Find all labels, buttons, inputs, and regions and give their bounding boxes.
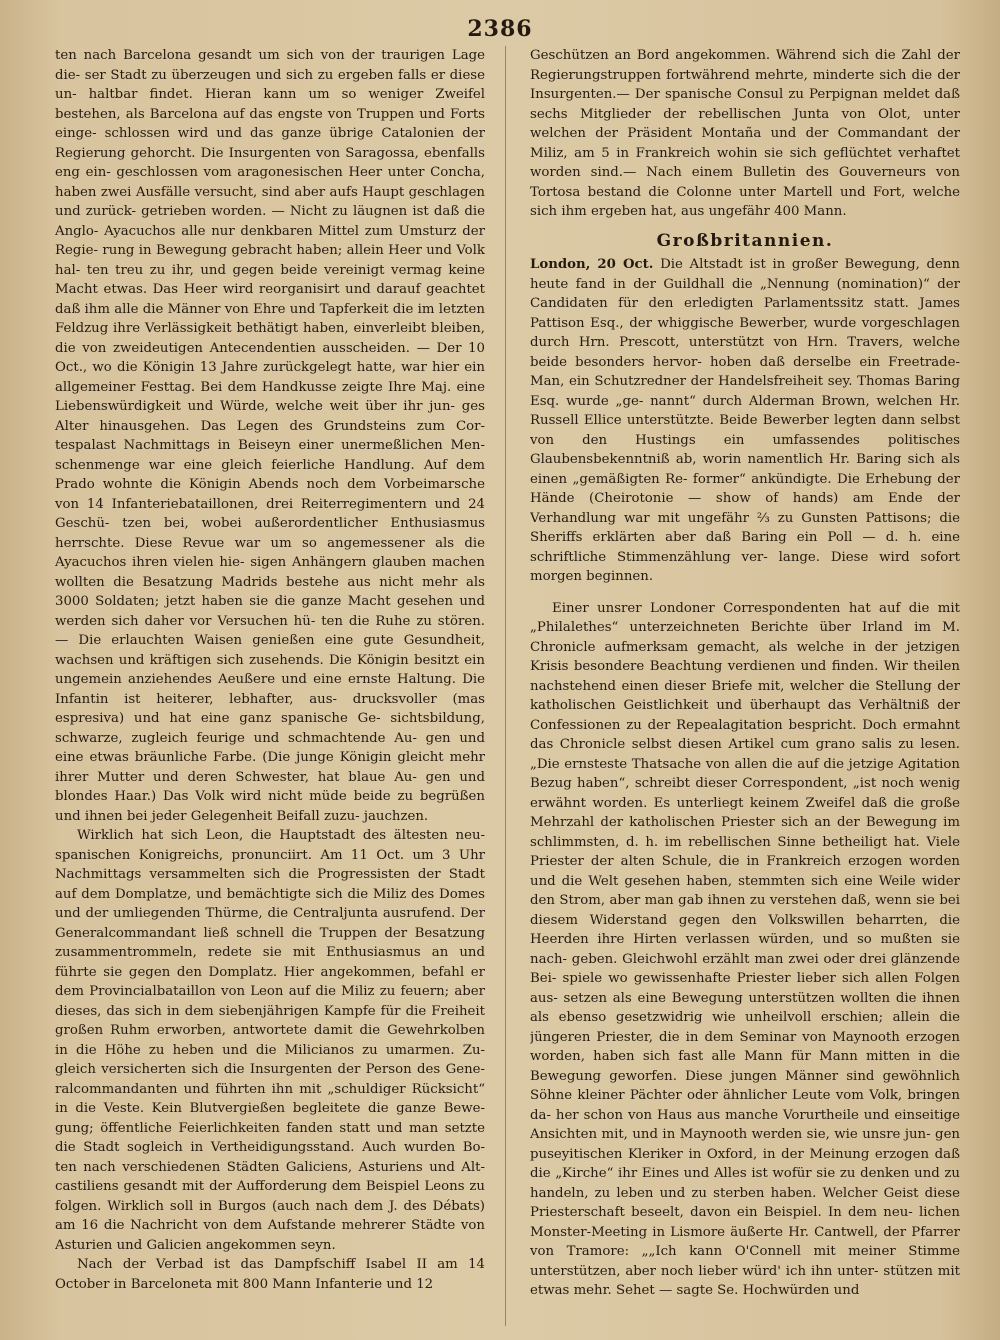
left-paragraph-3: Nach der Verbad ist das Dampfschiff Isabel II am 14 October in Barceloneta mit 800 Mann Infanterie und 12	[55, 1257, 485, 1292]
left-column	[55, 46, 485, 1331]
right-column	[530, 46, 960, 1331]
london-paragraph-1: Die Altstadt ist in großer Bewegung, denn heute fand in der Guildhall die „Nennung (nomination)“ der Candidaten für den erledigten Parlamentssitz statt. James Pattison Esq., der whiggische Bewerber, wurde vorgeschlagen durch Hrn. Prescott, unterstützt von Hrn. Travers, welche beide besonders hervor- hoben daß derselbe ein Freetrade-Man, ein Schutzredner der Handelsfreiheit sey. Thomas Baring Esq. wurde „ge- nannt“ durch Alderman Brown, welchen Hr. Russell Ellice unterstützte. Beide Bewerber legten dann selbst von den Hustings ein umfassendes politisches Glaubensbekenntniß ab, worin namentlich Hr. Baring sich als einen „gemäßigten Re- former“ ankündigte. Die Erhebung der Hände (Cheirotonie — show of hands) am Ende der Verhandlung war mit ungefähr ⅔ zu Gunsten Pattisons; die Sheriffs erklärten aber daß Baring ein Poll — d. h. eine schriftliche Stimmenzählung ver- lange. Diese wird sofort morgen beginnen.	[530, 257, 960, 584]
column-divider	[505, 46, 506, 1326]
correspondent-paragraph: Einer unsrer Londoner Correspondenten hat auf die mit „Philalethes“ unterzeichneten Berichte über Irland im M. Chronicle aufmerksam gemacht, als welche in der jetzigen Krisis besondere Beachtung verdienen und finden. Wir theilen nachstehend einen dieser Briefe mit, welcher die Stellung der katholischen Geistlichkeit und überhaupt das Verhältniß der Confessionen zu der Repealagitation bespricht. Doch ermahnt das Chronicle selbst diesen Artikel cum grano salis zu lesen. „Die ernsteste Thatsache von allen die auf die jetzige Agitation Bezug haben“, schreibt dieser Correspondent, „ist noch wenig erwähnt worden. Es unterliegt keinem Zweifel daß die große Mehrzahl der katholischen Priester sich an der Bewegung im schlimmsten, d. h. im rebellischen Sinne betheiligt hat. Viele Priester der alten Schule, die in Frankreich erzogen worden und die Welt gesehen haben, stemmten sich eine Weile wider den Strom, aber man gab ihnen zu verstehen daß, wenn sie bei diesem Widerstand gegen den Volkswillen beharrten, die Heerden ihre Hirten verlassen würden, und so mußten sie nach- geben. Gleichwohl erzählt man zwei oder drei glänzende Bei- spiele wo gewissenhafte Priester lieber sich allen Folgen aus- setzen als eine Bewegung unterstützen wollten die ihnen als ebenso gesetzwidrig wie unheilvoll erschien; allein die jüngeren Priester, die in dem Seminar von Maynooth erzogen worden, haben sich fast alle Mann für Mann mitten in die Bewegung geworfen. Diese jungen Männer sind gewöhnlich Söhne kleiner Pächter oder ähnlicher Leute vom Volk, bringen da- her schon von Haus aus manche Vorurtheile und einseitige Ansichten mit, und in Maynooth werden sie, wie unsre jun- gen puseyitischen Kleriker in Oxford, in der Meinung erzogen daß die „Kirche“ ihr Eines und Alles ist wofür sie zu denken und zu handeln, zu leben und zu sterben haben. Welcher Geist diese Priesterschaft beseelt, davon ein Beispiel. In dem neu- lichen Monster-Meeting in Lismore äußerte Hr. Cantwell, der Pfarrer von Tramore: „„Ich kann O'Connell mit meiner Stimme unterstützen, aber noch lieber würd' ich ihn unter- stützen mit etwas mehr. Sehet — sagte Se. Hochwürden und	[530, 600, 960, 1298]
left-paragraph-2: Wirklich hat sich Leon, die Hauptstadt des ältesten neu- spanischen Konigreichs, pronunciirt. Am 11 Oct. um 3 Uhr Nachmittags versammelten sich die Progressisten der Stadt auf dem Domplatze, und bemächtigte sich die Miliz des Domes und der umliegenden Thürme, die Centraljunta ausrufend. Der Generalcommandant ließ schnell die Truppen der Besatzung zusammentrommeln, redete sie mit Enthusiasmus an und führte sie gegen den Domplatz. Hier angekommen, befahl er dem Provincialbataillon von Leon auf die Miliz zu feuern; aber dieses, das sich in dem siebenjährigen Kampfe für die Freiheit großen Ruhm erworben, antwortete damit die Gewehrkolben in die Höhe zu heben und die Milicianos zu umarmen. Zu- gleich versicherten sich die Insurgenten der Person des Gene- ralcommandanten und führten ihn mit „schuldiger Rücksicht“ in die Veste. Kein Blutvergießen begleitete die ganze Bewe- gung; öffentliche Feierlichkeiten fanden statt und man setzte die Stadt sogleich in Vertheidigungsstand. Auch wurden Bo- ten nach verschiedenen Städten Galiciens, Asturiens und Alt- castiliens gesandt mit der Aufforderung dem Beispiel Leons zu folgen. Wirklich soll in Burgos (auch nach dem J. des Débats) am 16 die Nachricht von dem Aufstande mehrerer Städte von Asturien und Galicien angekommen seyn.	[55, 828, 485, 1253]
page-number: 2386	[467, 16, 533, 42]
dateline: London, 20 Oct.	[530, 257, 654, 272]
left-paragraph-1: ten nach Barcelona gesandt um sich von der traurigen Lage die- ser Stadt zu überzeugen und sich zu ergeben falls er diese un- haltbar findet. Hieran kann um so weniger Zweifel bestehen, als Barcelona auf das engste von Truppen und Forts einge- schlossen wird und das ganze übrige Catalonien der Regierung gehorcht. Die Insurgenten von Saragossa, ebenfalls eng ein- geschlossen vom aragonesischen Heer unter Concha, haben zwei Ausfälle versucht, sind aber aufs Haupt geschlagen und zurück- getrieben worden. — Nicht zu läugnen ist daß die Anglo- Ayacuchos alle nur denkbaren Mittel zum Umsturz der Regie- rung in Bewegung gebracht haben; allein Heer und Volk hal- ten treu zu ihr, und gegen beide vereinigt vermag keine Macht etwas. Das Heer wird reorganisirt und darauf geachtet daß ihm alle die Männer von Ehre und Tapferkeit die im letzten Feldzug ihre Verlässigkeit bethätigt haben, einverleibt bleiben, die von zweideutigen Antecendentien ausscheiden. — Der 10 Oct., wo die Königin 13 Jahre zurückgelegt hatte, war hier ein allgemeiner Festtag. Bei dem Handkusse zeigte Ihre Maj. eine Liebenswürdigkeit und Würde, welche weit über ihr jun- ges Alter hinausgehen. Das Legen des Grundsteins zum Cor- tespalast Nachmittags in Beiseyn einer unermeßlichen Men- schenmenge war eine gleich feierliche Handlung. Auf dem Prado wohnte die Königin Abends noch dem Vorbeimarsche von 14 Infanteriebataillonen, drei Reiterregimentern und 24 Geschü- tzen bei, wobei außerordentlicher Enthusiasmus herrschte. Diese Revue war um so angemessener als die Ayacuchos ihren vielen hie- sigen Anhängern glauben machen wollten die Besatzung Madrids bestehe aus nicht mehr als 3000 Soldaten; jetzt haben sie die ganze Macht gesehen und werden sich daher vor Versuchen hü- ten die Ruhe zu stören. — Die erlauchten Waisen genießen eine gute Gesundheit, wachsen und kräftigen sich zusehends. Die Königin besitzt ein ungemein anziehendes Aeußere und eine ernste Haltung. Die Infantin ist heiterer, lebhafter, aus- drucksvoller (mas espresiva) und hat eine ganz spanische Ge- sichtsbildung, schwarze, zugleich feurige und schmachtende Au- gen und eine etwas bräunliche Farbe. (Die junge Königin gleicht mehr ihrer Mutter und deren Schwester, hat blaue Au- gen und blondes Haar.) Das Volk wird nicht müde beide zu begrüßen und ihnen bei jeder Gelegenheit Beifall zuzu- jauchzen.	[55, 48, 485, 824]
section-title: Großbritannien.	[656, 230, 834, 251]
london-article	[530, 255, 960, 587]
right-paragraph-continuation: Geschützen an Bord angekommen. Während sich die Zahl der Regierungstruppen fortwährend mehrte, minderte sich die der Insurgenten.— Der spanische Consul zu Perpignan meldet daß sechs Mitglieder der rebellischen Junta von Olot, unter welchen der Präsident Montaña und der Commandant der Miliz, am 5 in Frankreich wohin sie sich geflüchtet verhaftet worden sind.— Nach einem Bulletin des Gouverneurs von Tortosa bestand die Colonne unter Martell und Fort, welche sich ihm ergeben hat, aus ungefähr 400 Mann.	[530, 48, 960, 219]
